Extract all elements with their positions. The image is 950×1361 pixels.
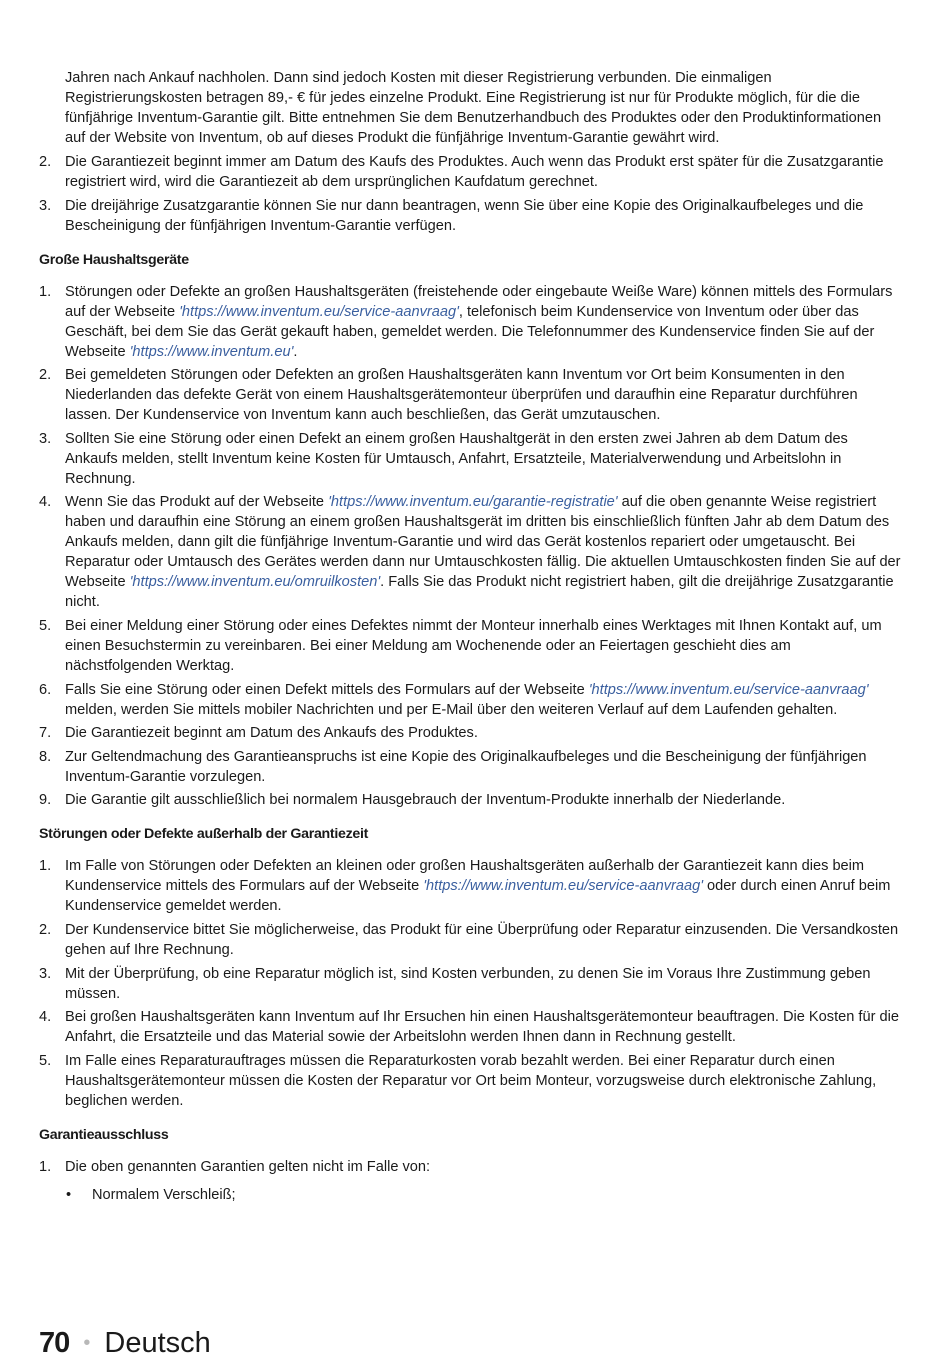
outside-warranty-list	[39, 856, 901, 1110]
list-item-number: 1.	[39, 858, 52, 875]
list-item-text: .	[293, 343, 298, 360]
list-item-text: Der Kundenservice bittet Sie möglicherweise, das Produkt für eine Überprüfung oder Reparatur einzusenden. Die Versandkosten gehen auf Ihre Rechnung.	[65, 921, 899, 958]
website-link[interactable]: 'https://www.inventum.eu/service-aanvraag'	[423, 878, 703, 895]
list-item-text: Zur Geltendmachung des Garantieanspruchs ist eine Kopie des Originalkaufbeleges und die Bescheinigung der fünfjährigen Inventum-Garantie vorzulegen.	[65, 748, 867, 785]
list-item-number: 8.	[39, 748, 52, 765]
list-item-text: Mit der Überprüfung, ob eine Reparatur möglich ist, sind Kosten verbunden, zu denen Sie im Voraus Ihre Zustimmung geben müssen.	[65, 965, 871, 1002]
list-item	[39, 856, 901, 916]
list-item-text: melden, werden Sie mittels mobiler Nachrichten und per E-Mail über den weiteren Verlauf auf dem Laufenden gehalten.	[65, 701, 838, 718]
list-item-number: 4.	[39, 1009, 52, 1026]
list-item	[39, 1157, 901, 1177]
list-item	[39, 429, 901, 489]
list-item	[39, 723, 901, 743]
list-item	[39, 680, 901, 720]
list-item	[39, 747, 901, 787]
list-item-number: 3.	[39, 430, 52, 447]
bullet-item	[39, 1185, 901, 1205]
list-item	[39, 152, 901, 192]
list-item-text: Die oben genannten Garantien gelten nicht im Falle von:	[65, 1158, 431, 1175]
list-item-text: Bei gemeldeten Störungen oder Defekten an großen Haushaltsgeräten kann Inventum vor Ort beim Konsumenten in den Niederlanden das defekte Gerät von einem Haushaltsgerätemonteur überprüfen und daraufhin eine Reparatur durchführen lassen. Der Kundenservice von Inventum kann auch beschließen, das Gerät umzutauschen.	[65, 367, 858, 424]
list-item	[39, 282, 901, 362]
list-item-text: Bei einer Meldung einer Störung oder eines Defektes nimmt der Monteur innerhalb eines Werktages mit Ihnen Kontakt auf, um einen Besuchstermin zu vereinbaren. Bei einer Meldung am Wochenende oder an Feiertagen geschieht dies am nächstfolgenden Werktag.	[65, 617, 882, 674]
list-item	[39, 616, 901, 676]
list-item-text: Die Garantiezeit beginnt am Datum des Ankaufs des Produktes.	[65, 725, 478, 742]
list-item-number: 2.	[39, 921, 52, 938]
list-item-text: . Falls Sie das Produkt nicht registriert haben, gilt die dreijährige Zusatzgarantie nicht.	[65, 574, 894, 611]
manual-page	[39, 68, 901, 1205]
exclusion-bullets	[39, 1185, 901, 1205]
list-item-number: 2.	[39, 367, 52, 384]
large-appliances-list	[39, 282, 901, 811]
section-heading-large-appliances: Große Haushaltsgeräte	[39, 251, 189, 268]
page-number: 70	[39, 1327, 70, 1359]
list-item-text: Die Garantiezeit beginnt immer am Datum des Kaufs des Produktes. Auch wenn das Produkt erst später für die Zusatzgarantie registriert wird, wird die Garantiezeit ab dem ursprünglichen Kaufdatum gerechnet.	[65, 154, 884, 190]
list-item-number: 3.	[39, 965, 52, 982]
website-link[interactable]: 'https://www.inventum.eu/omruilkosten'	[129, 574, 381, 591]
list-item-text: Falls Sie eine Störung oder einen Defekt mittels des Formulars auf der Webseite	[65, 681, 589, 698]
intro-list	[39, 152, 901, 236]
list-item-number: 5.	[39, 1052, 52, 1069]
list-item-number: 7.	[39, 725, 52, 742]
list-item-number: 6.	[39, 681, 52, 698]
list-item	[39, 920, 901, 960]
list-item-text: Die Garantie gilt ausschließlich bei normalem Hausgebrauch der Inventum-Produkte innerhalb der Niederlande.	[65, 792, 786, 809]
bullet-icon: •	[66, 1186, 72, 1203]
list-item-text: Wenn Sie das Produkt auf der Webseite	[65, 494, 329, 511]
list-item-text: Die dreijährige Zusatzgarantie können Sie nur dann beantragen, wenn Sie über eine Kopie des Originalkaufbeleges und die Bescheinigung der fünfjährigen Inventum-Garantie verfügen.	[65, 197, 864, 234]
footer-language: Deutsch	[104, 1327, 211, 1359]
list-item-text: Störungen oder Defekte an großen Haushaltsgeräten (freistehende oder eingebaute Weiße Ware) können mittels des Formulars auf der Webseite	[65, 283, 893, 320]
list-item-text: Im Falle eines Reparaturauftrages müssen die Reparaturkosten vorab bezahlt werden. Bei einer Reparatur durch einen Haushaltsgerätemonteur müssen die Kosten der Reparatur vor Ort beim Monteur, vorzugsweise durch elektronische Zahlung, beglichen werden.	[65, 1052, 877, 1109]
list-item-text: Im Falle von Störungen oder Defekten an kleinen oder großen Haushaltsgeräten außerhalb der Garantiezeit kann dies beim Kundenservice mittels des Formulars auf der Webseite	[65, 858, 865, 895]
list-item	[39, 196, 901, 236]
intro-paragraph: Jahren nach Ankauf nachholen. Dann sind jedoch Kosten mit dieser Registrierung verbunden. Die einmaligen Registrierungskosten betragen 89,- € für jedes einzelne Produkt. Eine Registrierung ist nur für Produkte möglich, für die die fünfjährige Inventum-Garantie gilt. Bitte entnehmen Sie dem Benutzerhandbuch des Produktes oder den Produktinformationen auf der Website von Inventum, ob auf dieses Produkt die fünfjährige Inventum-Garantie gewährt wird.	[65, 70, 882, 146]
list-item	[39, 964, 901, 1004]
list-item-number: 1.	[39, 283, 52, 300]
list-item-text: oder durch einen Anruf beim Kundenservice gemeldet werden.	[65, 878, 891, 915]
list-item	[39, 1007, 901, 1047]
list-item-number: 2.	[39, 154, 52, 170]
list-item	[39, 1051, 901, 1111]
list-item-number: 4.	[39, 494, 52, 511]
list-item	[39, 365, 901, 425]
list-item-number: 3.	[39, 197, 52, 214]
website-link[interactable]: 'https://www.inventum.eu/service-aanvraag'	[179, 303, 459, 320]
list-item	[39, 790, 901, 810]
bullet-text: Normalem Verschleiß;	[92, 1186, 236, 1203]
website-link[interactable]: 'https://www.inventum.eu/service-aanvraag'	[588, 681, 869, 698]
page-footer	[39, 1325, 211, 1361]
website-link[interactable]: 'https://www.inventum.eu/garantie-registratie'	[328, 494, 618, 511]
section-heading-outside-warranty: Störungen oder Defekte außerhalb der Garantiezeit	[39, 826, 369, 843]
list-item-text: auf die oben genannte Weise registriert haben und daraufhin eine Störung an einem großen Haushaltsgerät im dritten bis einschließlich fünften Jahr ab dem Datum des Ankaufs melden, dann gilt die fünfjährige Inventum-Garantie und wird das Gerät kostenlos repariert oder umgetauscht. Bei Reparatur oder Umtausch des Gerätes werden dann nur Umtauschkosten fällig. Die aktuellen Umtauschkosten finden Sie auf der Webseite	[65, 494, 901, 591]
section-heading-exclusion: Garantieausschluss	[39, 1126, 169, 1143]
list-item-number: 1.	[39, 1158, 52, 1175]
list-item-number: 9.	[39, 792, 52, 809]
list-item-number: 5.	[39, 617, 52, 634]
list-item	[39, 492, 901, 612]
list-item-text: , telefonisch beim Kundenservice von Inventum oder über das Geschäft, bei dem Sie das Gerät gekauft haben, gemeldet werden. Die Telefonnummer des Kundenservice finden Sie auf der Webseite	[65, 303, 875, 360]
exclusion-list	[39, 1157, 901, 1177]
list-item-text: Bei großen Haushaltsgeräten kann Inventum auf Ihr Ersuchen hin einen Haushaltsgerätemonteur beauftragen. Die Kosten für die Anfahrt, die Ersatzteile und das Material sowie der Arbeitslohn werden Ihnen dann in Rechnung gestellt.	[65, 1009, 899, 1046]
website-link[interactable]: 'https://www.inventum.eu'	[129, 343, 294, 360]
list-item-text: Sollten Sie eine Störung oder einen Defekt an einem großen Haushaltgerät in den ersten zwei Jahren ab dem Datum des Ankaufs melden, stellt Inventum keine Kosten für Umtausch, Anfahrt, Ersatzteile, Materialverwendung und Arbeitslohn in Rechnung.	[65, 430, 848, 487]
footer-separator: •	[83, 1332, 91, 1354]
